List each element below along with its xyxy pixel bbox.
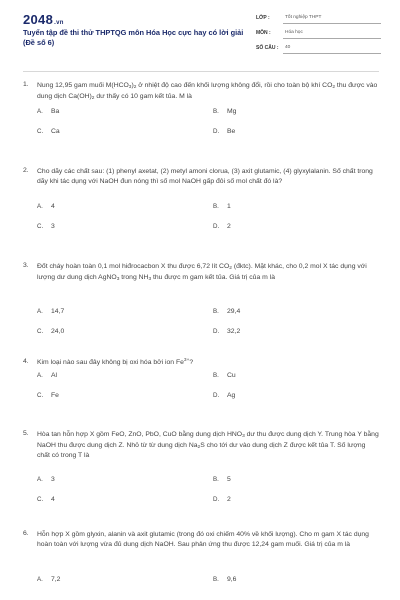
option-letter: A. <box>37 476 43 483</box>
answer-option-b[interactable] <box>213 308 240 315</box>
question-number: 2. <box>23 167 29 174</box>
option-letter: B. <box>213 108 219 115</box>
meta-count-row <box>256 45 381 60</box>
document-title: Tuyển tập đề thi thử THPTQG môn Hóa Học cực hay có lời giải (Đề số 6) <box>23 28 244 47</box>
option-letter: C. <box>37 496 44 503</box>
option-letter: D. <box>213 392 220 399</box>
question-text: Hòa tan hỗn hợp X gồm FeO, ZnO, PbO, CuO bằng dung dịch $HNO_3$ dư thu được dung dịch Y. Trung hòa Y bằng NaOH thu được dung dịch Z. Nhỏ từ từ dung dịch $Na_2S$ cho tới dư vào dung dịch Z được kết tủa T. Số lượng chất có trong T là <box>37 431 379 460</box>
option-letter: C. <box>37 223 44 230</box>
answer-option-c[interactable] <box>37 496 55 503</box>
option-text: 3 <box>51 476 55 483</box>
question-text: Đốt cháy hoàn toàn 0,1 mol hiđrocacbon X thu được 6,72 lít $CO_2$ (đktc). Mặt khác, cho 0,2 mol X tác dụng với lượng dư dung dịch AgNO$_3$ trong $NH_3$ thu được m gam kết tủa. Giá trị của m là <box>37 263 367 282</box>
option-letter: D. <box>213 223 220 230</box>
option-letter: A. <box>37 308 43 315</box>
option-text: Ag <box>227 392 236 399</box>
option-text: 29,4 <box>227 308 241 315</box>
option-text: 5 <box>227 476 231 483</box>
option-text: 9,6 <box>227 576 237 583</box>
answer-option-b[interactable] <box>213 203 231 210</box>
option-text: Cu <box>227 372 236 379</box>
option-letter: B. <box>213 372 219 379</box>
meta-class-label: LỚP : <box>256 15 270 21</box>
option-letter: C. <box>37 392 44 399</box>
option-letter: D. <box>213 128 220 135</box>
option-text: 7,2 <box>51 576 61 583</box>
option-text: 2 <box>227 496 231 503</box>
document-meta <box>256 15 381 60</box>
answer-option-b[interactable] <box>213 576 236 583</box>
option-text: 4 <box>51 203 55 210</box>
meta-subject-row <box>256 30 381 45</box>
question-number: 1. <box>23 81 29 88</box>
option-letter: B. <box>213 576 219 583</box>
answer-option-c[interactable] <box>37 392 59 399</box>
answer-option-d[interactable] <box>213 496 231 503</box>
question-number: 5. <box>23 430 29 437</box>
answer-option-d[interactable] <box>213 223 231 230</box>
option-text: Be <box>227 128 236 135</box>
question-text: Hỗn hợp X gồm glyxin, alanin và axit glutamic (trong đó oxi chiếm 40% về khối lượng). Cho m gam X tác dụng hoàn toàn với lượng vừa đủ dung dịch NaOH. Sau phản ứng thu được 12,24 gam muối. Giá trị của m là <box>37 531 369 548</box>
option-text: Mg <box>227 108 237 115</box>
question-number: 6. <box>23 530 29 537</box>
option-text: 4 <box>51 496 55 503</box>
option-text: Ba <box>51 108 60 115</box>
option-letter: D. <box>213 328 220 335</box>
meta-subject-label: MÔN : <box>256 30 271 36</box>
answer-option-c[interactable] <box>37 128 60 135</box>
document-header <box>0 0 400 70</box>
answer-option-a[interactable] <box>37 372 57 379</box>
question-text: Nung 12,95 gam muối $M(HCO_3)_2$ ở nhiệt độ cao đến khối lượng không đổi, rồi cho toàn bộ khí $CO_2$ thu được vào dung dịch $Ca(OH)_2$ dư thấy có 10 gam kết tủa. M là <box>37 82 378 101</box>
option-text: Fe <box>51 392 59 399</box>
option-letter: B. <box>213 308 219 315</box>
answer-option-d[interactable] <box>213 328 240 335</box>
meta-count-label: SỐ CÂU : <box>256 45 279 51</box>
answer-option-b[interactable] <box>213 372 236 379</box>
answer-option-a[interactable] <box>37 203 55 210</box>
option-letter: B. <box>213 476 219 483</box>
option-text: 14,7 <box>51 308 65 315</box>
option-text: 1 <box>227 203 231 210</box>
option-letter: A. <box>37 108 43 115</box>
option-text: Ca <box>51 128 60 135</box>
option-letter: C. <box>37 328 44 335</box>
answer-option-a[interactable] <box>37 576 60 583</box>
answer-option-a[interactable] <box>37 108 59 115</box>
answer-option-c[interactable] <box>37 223 55 230</box>
meta-class-row <box>256 15 381 30</box>
option-text: 3 <box>51 223 55 230</box>
answer-option-d[interactable] <box>213 128 235 135</box>
option-text: 24,0 <box>51 328 65 335</box>
question-text: Kim loại nào sau đây không bị oxi hóa bởi ion $Fe^{3+}$? <box>37 358 194 366</box>
meta-class-value: Tốt nghiệp THPT <box>283 15 381 24</box>
meta-count-value: 40 <box>283 45 381 54</box>
option-text: 32,2 <box>227 328 241 335</box>
option-text: 2 <box>227 223 231 230</box>
option-letter: C. <box>37 128 44 135</box>
answer-option-b[interactable] <box>213 476 231 483</box>
option-letter: A. <box>37 372 43 379</box>
answer-option-c[interactable] <box>37 328 64 335</box>
meta-subject-value: Hóa học <box>283 30 381 39</box>
question-number: 3. <box>23 262 29 269</box>
question-text: Cho dãy các chất sau: (1) phenyl axetat, (2) metyl amoni clorua, (3) axit glutamic, (4) glyxylalanin. Số chất trong dãy khi tác dụng với NaOH đun nóng thì số mol NaOH gấp đôi số mol chất đó là? <box>37 168 373 185</box>
header-divider <box>23 71 379 72</box>
option-letter: A. <box>37 203 43 210</box>
option-letter: D. <box>213 496 220 503</box>
option-text: Al <box>51 372 58 379</box>
question-number: 4. <box>23 358 29 365</box>
option-letter: B. <box>213 203 219 210</box>
option-letter: A. <box>37 576 43 583</box>
answer-option-a[interactable] <box>37 476 55 483</box>
answer-option-d[interactable] <box>213 392 235 399</box>
site-logo[interactable]: 2048.vn <box>23 12 64 27</box>
answer-option-b[interactable] <box>213 108 236 115</box>
answer-option-a[interactable] <box>37 308 64 315</box>
